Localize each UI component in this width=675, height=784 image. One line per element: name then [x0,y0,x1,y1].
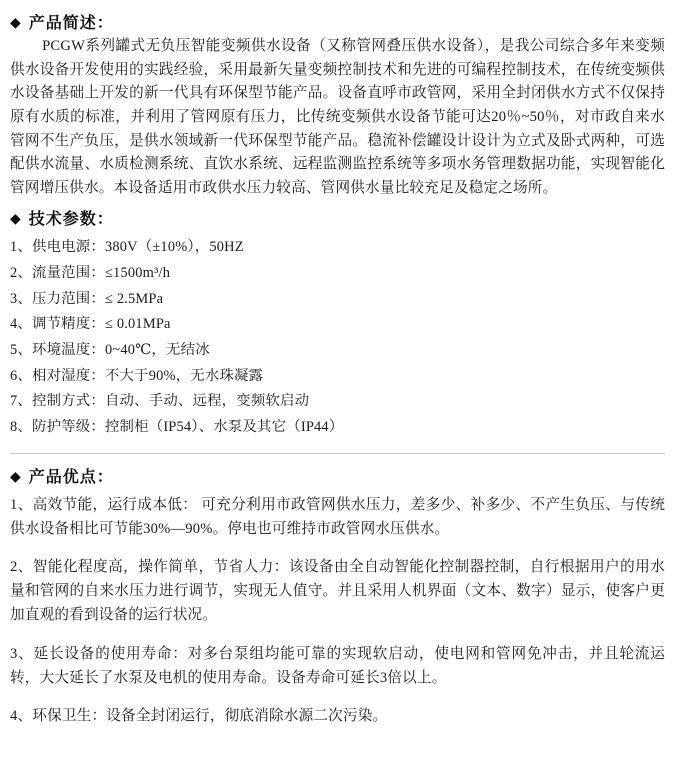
list-item-number: 7、 [10,393,32,410]
list-item-text: 压力范围：≤ 2.5MPa [32,290,164,307]
list-item-text: 供电电源：380V（±10%），50HZ [32,239,244,256]
list-item [10,338,665,364]
list-item-number: 5、 [10,342,32,359]
overview-paragraph: PCGW系列罐式无负压智能变频供水设备（又称管网叠压供水设备），是我公司综合多年来变频供水设备开发使用的实践经验，采用最新矢量变频控制技术和先进的可编程控制技术，在传统变频供水设备基础上开发的新一代具有环保型节能产品。设备直呼市政管网，采用全封闭供水方式不仅保持原有水质的标准，并利用了管网原有压力，比传统变频供水设备节能可达20％~50％，对市政自来水管网不生产负压，是供水领域新一代环保型节能产品。稳流补偿罐设计设计为立式及卧式两种，可选配供水流量、水质检测系统、直饮水系统、远程监测监控系统等多项水务管理数据功能，实现智能化管网增压供水。本设备适用市政供水压力较高、管网供水量比较充足及稳定之场所。 [10,38,665,196]
list-item [10,642,665,690]
list-item-number: 2、 [10,559,33,576]
section-divider [10,453,665,454]
section-header-overview [10,10,665,33]
list-item-text: 环境温度：0~40℃，无结冰 [32,342,210,359]
list-item [10,287,665,313]
list-item-number: 1、 [10,496,33,513]
diamond-bullet-icon: ◆ [10,16,21,31]
list-item-text: 调节精度：≤ 0.01MPa [32,316,171,333]
list-item [10,555,665,628]
list-item [10,261,665,287]
list-item-text: 控制方式：自动、手动、远程，变频软启动 [32,393,310,410]
list-item-text: 流量范围：≤1500m³/h [32,265,171,282]
list-item-number: 3、 [10,290,32,307]
section-title-overview: 产品简述： [28,15,114,32]
section-header-advantages [10,464,665,487]
list-item-number: 4、 [10,708,33,725]
list-item [10,415,665,441]
list-item-text: 相对湿度：不大于90%，无水珠凝露 [32,367,264,384]
list-item-text: 高效节能，运行成本低： 可充分利用市政管网供水压力，差多少、补多少、不产生负压、与传统供水设备相比可节能30%—90%。停电也可维持市政管网水压供水。 [10,496,665,537]
list-item-number: 3、 [10,645,34,662]
spec-list [10,235,665,440]
advantage-list [10,493,665,729]
list-item-text: 智能化程度高，操作简单，节省人力：该设备由全自动智能化控制器控制，自行根据用户的用水量和管网的自来水压力进行调节，实现无人值守。并且采用人机界面（文本、数字）显示，使客户更加直观的看到设备的运行状况。 [10,559,666,624]
section-title-advantages: 产品优点： [28,468,114,486]
list-item [10,493,665,541]
section-title-specs: 技术参数： [28,211,114,229]
list-item-text: 延长设备的使用寿命：对多台泵组均能可靠的实现软启动，使电网和管网免冲击，并且轮流运转，大大延长了水泵及电机的使用寿命。设备寿命可延长3倍以上。 [10,645,665,686]
list-item-text: 防护等级：控制柜（IP54）、水泵及其它（IP44） [32,418,344,435]
list-item [10,235,665,261]
list-item-number: 2、 [10,265,32,282]
list-item-number: 4、 [10,316,32,333]
list-item [10,389,665,415]
list-item-number: 6、 [10,367,32,384]
list-item [10,364,665,390]
list-item-text: 环保卫生：设备全封闭运行，彻底消除水源二次污染。 [32,708,388,725]
list-item [10,704,665,728]
section-header-specs [10,206,665,229]
diamond-bullet-icon: ◆ [10,469,21,485]
list-item-number: 1、 [10,239,32,256]
diamond-bullet-icon: ◆ [10,212,21,228]
list-item-number: 8、 [10,418,32,435]
list-item [10,312,665,338]
